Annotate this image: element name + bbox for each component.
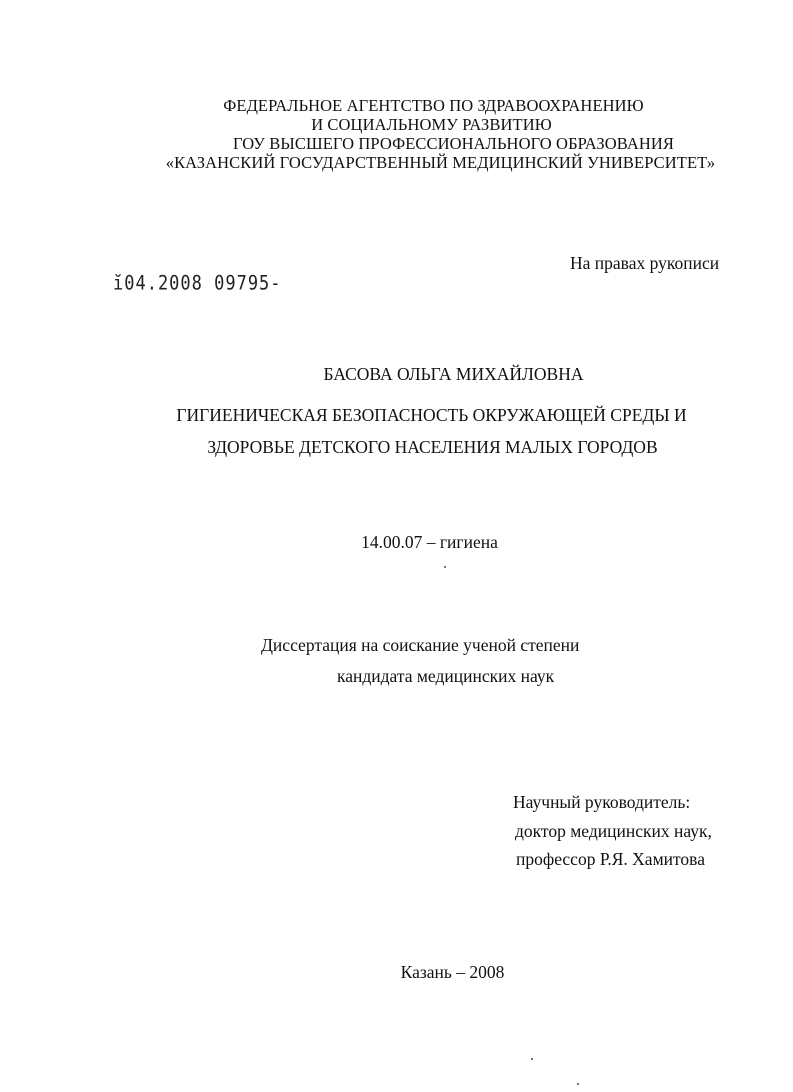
dissertation-title-line-2: ЗДОРОВЬЕ ДЕТСКОГО НАСЕЛЕНИЯ МАЛЫХ ГОРОДОВ bbox=[207, 437, 658, 457]
header-agency-line: ФЕДЕРАЛЬНОЕ АГЕНТСТВО ПО ЗДРАВООХРАНЕНИЮ bbox=[223, 96, 644, 115]
scan-speck bbox=[577, 1083, 579, 1085]
author-name: БАСОВА ОЛЬГА МИХАЙЛОВНА bbox=[323, 364, 584, 384]
scan-speck bbox=[531, 1058, 533, 1060]
supervisor-name: профессор Р.Я. Хамитова bbox=[516, 849, 705, 869]
supervisor-label: Научный руководитель: bbox=[513, 792, 691, 812]
degree-line-1: Диссертация на соискание ученой степени bbox=[261, 635, 580, 655]
dissertation-title-line-1: ГИГИЕНИЧЕСКАЯ БЕЗОПАСНОСТЬ ОКРУЖАЮЩЕЙ СРЕДЫ И bbox=[176, 405, 687, 425]
header-agency-line-2: И СОЦИАЛЬНОМУ РАЗВИТИЮ bbox=[311, 115, 552, 134]
library-stamp-number: ĭ04.2008 09795- bbox=[113, 272, 282, 295]
header-university-name: «КАЗАНСКИЙ ГОСУДАРСТВЕННЫЙ МЕДИЦИНСКИЙ УНИВЕРСИТЕТ» bbox=[165, 153, 716, 172]
specialty-code: 14.00.07 – гигиена bbox=[361, 532, 498, 552]
supervisor-degree: доктор медицинских наук, bbox=[515, 821, 712, 841]
manuscript-note: На правах рукописи bbox=[570, 253, 720, 273]
city-year: Казань – 2008 bbox=[400, 962, 505, 982]
degree-line-2: кандидата медицинских наук bbox=[337, 666, 555, 686]
header-institution-type: ГОУ ВЫСШЕГО ПРОФЕССИОНАЛЬНОГО ОБРАЗОВАНИЯ bbox=[232, 134, 675, 153]
scan-speck bbox=[444, 566, 446, 568]
